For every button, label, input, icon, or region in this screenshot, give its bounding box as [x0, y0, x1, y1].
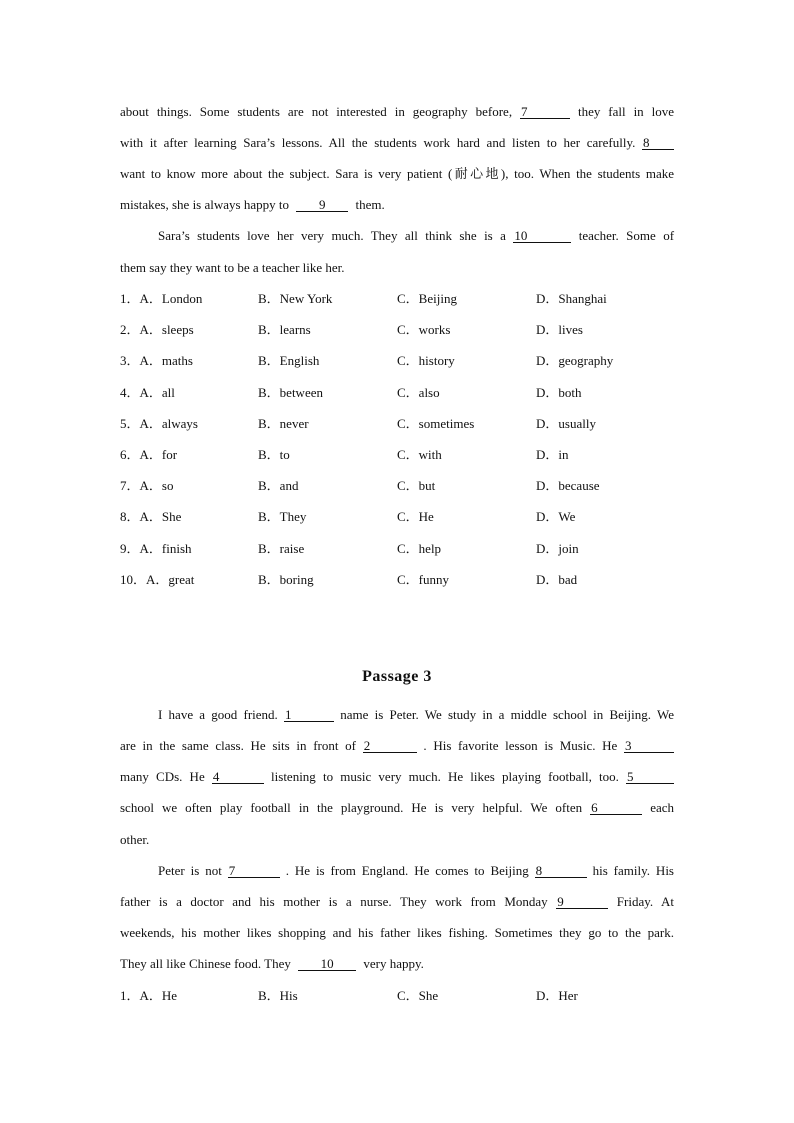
blank-7: 7 — [228, 864, 280, 878]
option-d: D．bad — [536, 571, 578, 587]
passage2-line-3: want to know more about the subject. Sara is very patient (耐心地), too. When the students make — [120, 166, 674, 181]
blank-6: 6 — [590, 801, 642, 815]
passage3-line-5: other. — [120, 832, 150, 847]
option-c: C．history — [397, 353, 455, 369]
option-a: 8．A．She — [120, 509, 182, 525]
option-b: B．New York — [258, 291, 333, 306]
text: his family. His — [592, 863, 674, 878]
text: . His favorite lesson is Music. He — [423, 738, 618, 753]
option-a: 7．A．so — [120, 478, 174, 494]
option-b: B．and — [258, 478, 299, 494]
option-a: 5．A．always — [120, 415, 198, 431]
text: very happy. — [363, 956, 424, 971]
text: they fall in love — [577, 104, 675, 119]
text: I have a good friend. — [158, 707, 278, 722]
passage3-line-9 — [120, 956, 674, 972]
option-c: C．works — [397, 322, 451, 338]
passage3-line-1 — [158, 707, 674, 723]
blank-8: 8 — [535, 864, 587, 878]
passage2-line-6: them say they want to be a teacher like her. — [120, 260, 345, 275]
option-d: D．We — [536, 509, 576, 525]
option-c: C．Beijing — [397, 291, 457, 306]
option-a: 3．A．maths — [120, 353, 193, 369]
option-b: B．raise — [258, 540, 305, 556]
blank-4: 4 — [212, 770, 264, 784]
option-a: 2．A．sleeps — [120, 322, 194, 338]
text: Friday. At — [616, 894, 674, 909]
text: each — [650, 800, 675, 815]
passage3-line-4 — [120, 800, 674, 816]
option-d: D．join — [536, 540, 579, 556]
option-d: D．usually — [536, 415, 596, 431]
option-b: B．to — [258, 447, 290, 462]
option-c: C．funny — [397, 571, 450, 587]
blank-10: 10 — [298, 957, 356, 971]
blank-7: 7 — [520, 105, 570, 119]
passage2-line-4 — [120, 197, 674, 213]
option-a: 4．A．all — [120, 384, 175, 400]
passage3-line-8: weekends, his mother likes shopping and his father likes fishing. Sometimes they go to the park. — [120, 925, 674, 940]
text: Sara’s students love her very much. They all think she is a — [158, 228, 506, 243]
text: . He is from England. He comes to Beijing — [285, 863, 529, 878]
text: are in the same class. He sits in front of — [120, 738, 356, 753]
option-c: C．He — [397, 509, 434, 525]
text: Peter is not — [158, 863, 222, 878]
text: school we often play football in the playground. He is very helpful. We often — [120, 800, 583, 815]
option-b: B．boring — [258, 571, 314, 587]
option-c: C．help — [397, 540, 442, 556]
blank-9: 9 — [296, 198, 348, 212]
option-c: C．also — [397, 384, 440, 400]
blank-2: 2 — [363, 739, 417, 753]
blank-9: 9 — [556, 895, 608, 909]
passage2-line-2 — [120, 135, 674, 151]
text: about things. Some students are not interested in geography before, — [120, 104, 513, 119]
option-d: D．in — [536, 447, 569, 462]
option-a: 1．A．He — [120, 988, 178, 1003]
option-d: D．Shanghai — [536, 291, 607, 306]
option-b: B．never — [258, 415, 309, 431]
option-d: D．because — [536, 478, 600, 494]
blank-1: 1 — [284, 708, 334, 722]
option-d: D．both — [536, 384, 582, 400]
option-c: C．with — [397, 447, 442, 462]
option-b: B．His — [258, 988, 298, 1003]
passage3-line-2 — [120, 738, 674, 754]
passage3-line-7 — [120, 894, 674, 910]
text: teacher. Some of — [578, 228, 675, 243]
text: father is a doctor and his mother is a nurse. They work from Monday — [120, 894, 548, 909]
option-d: D．lives — [536, 322, 583, 338]
passage2-line-5 — [158, 228, 674, 244]
text: with it after learning Sara’s lessons. All the students work hard and listen to her carefully. — [120, 135, 636, 150]
blank-3: 3 — [624, 739, 674, 753]
option-b: B．learns — [258, 322, 311, 338]
passage2-line-1 — [120, 104, 674, 120]
blank-5: 5 — [626, 770, 674, 784]
option-a: 6．A．for — [120, 447, 178, 462]
option-d: D．geography — [536, 353, 614, 369]
option-c: C．but — [397, 478, 436, 494]
option-b: B．They — [258, 509, 307, 525]
passage3-line-3 — [120, 769, 674, 785]
option-c: C．sometimes — [397, 415, 475, 431]
text: them. — [355, 197, 385, 212]
passage-title: Passage 3 — [362, 668, 432, 685]
text: name is Peter. We study in a middle school in Beijing. We — [340, 707, 674, 722]
text: They all like Chinese food. They — [120, 956, 291, 971]
option-b: B．between — [258, 384, 323, 400]
passage3-line-6 — [158, 863, 674, 879]
option-d: D．Her — [536, 988, 578, 1003]
blank-8: 8 — [642, 136, 674, 150]
text: many CDs. He — [120, 769, 205, 784]
text: listening to music very much. He likes playing football, too. — [271, 769, 619, 784]
option-a: 9．A．finish — [120, 540, 192, 556]
blank-10: 10 — [513, 229, 571, 243]
option-a: 1．A．London — [120, 291, 203, 306]
option-c: C．She — [397, 988, 439, 1003]
option-a: 10．A．great — [120, 571, 195, 587]
text: mistakes, she is always happy to — [120, 197, 289, 212]
option-b: B．English — [258, 353, 320, 369]
